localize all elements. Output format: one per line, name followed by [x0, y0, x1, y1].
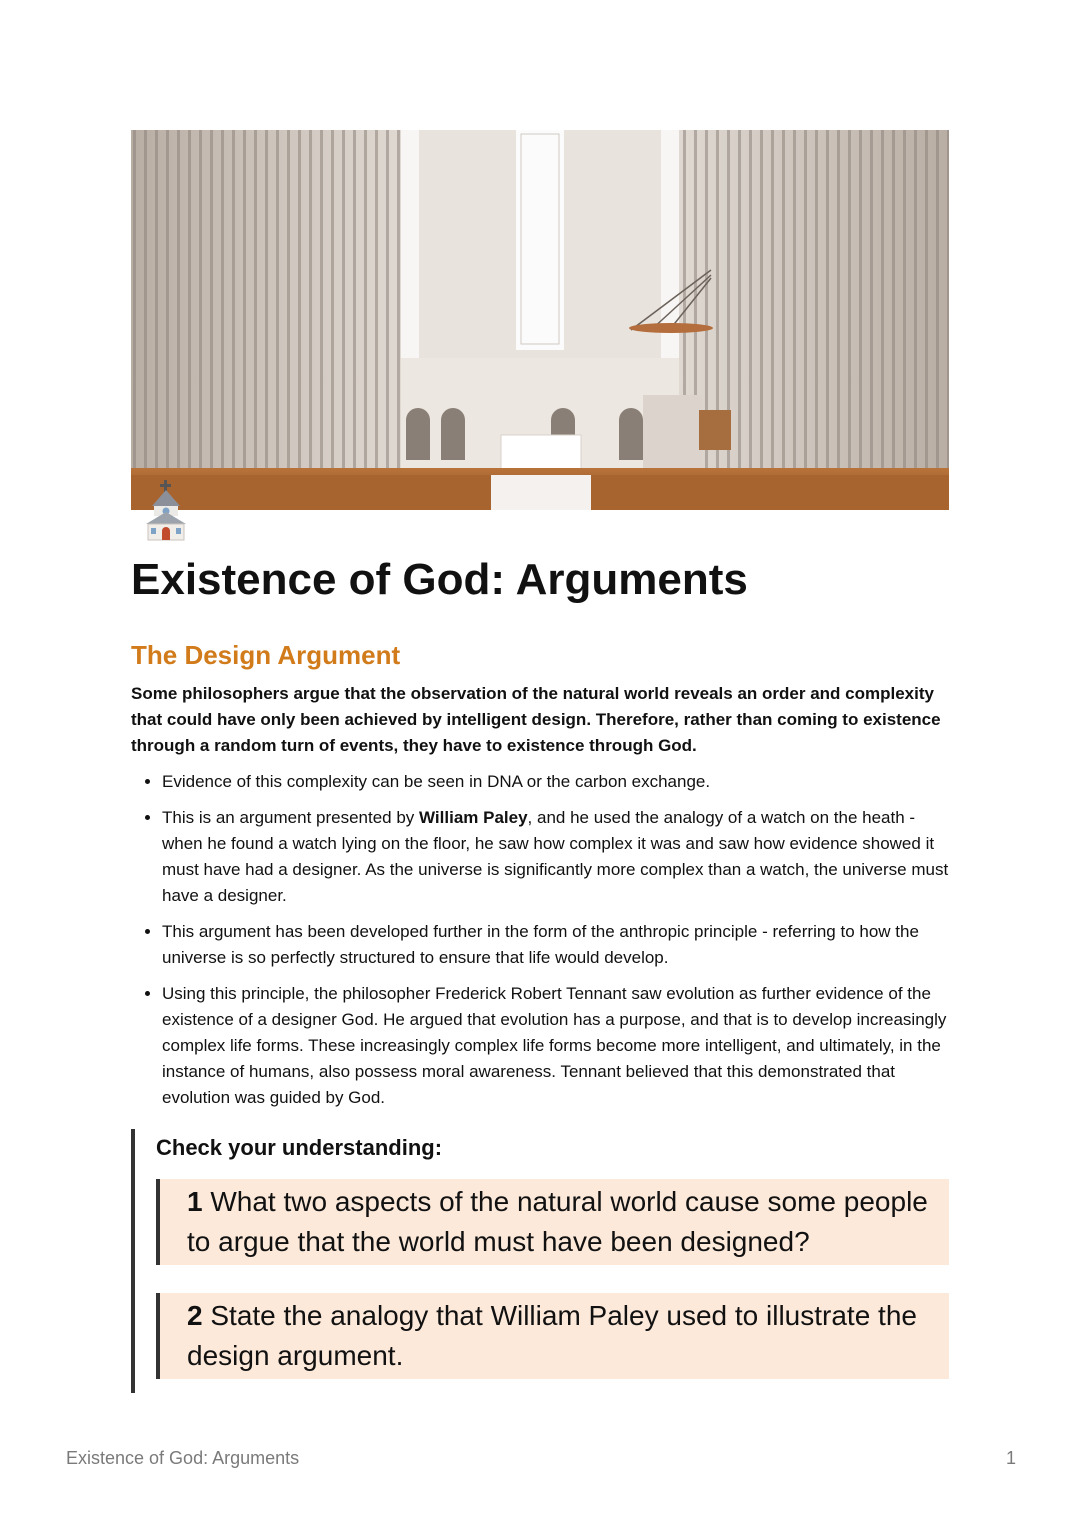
cover-image: [131, 130, 949, 510]
list-item: [162, 805, 949, 909]
list-item-text: , and he used the analogy of a watch on the heath - when he found a watch lying on the floor, he saw how complex it was and saw how evidence showed it must have had a designer. As the universe is significantly more complex than a watch, the universe must have a designer.: [162, 808, 949, 905]
check-title: Check your understanding:: [156, 1135, 443, 1160]
list-item: • Using this principle, the philosopher Frederick Robert Tennant saw evolution as further evidence of the existence of a designer God. He argued that evolution has a purpose, and that is to develop increasingly complex life forms. These increasingly complex life forms become more intelligent, and ultimately, in the instance of humans, also possess moral awareness. Tennant believed that this demonstrated that evolution was guided by God.: [162, 981, 949, 1111]
church-interior-illustration: [131, 130, 949, 510]
intro-paragraph: Some philosophers argue that the observation of the natural world reveals an order and complexity that could have only been achieved by intelligent design. Therefore, rather than coming to existence through a random turn of events, they have to existence through God.: [131, 684, 941, 755]
check-understanding-block: [131, 1129, 949, 1393]
question-text: What two aspects of the natural world cause some people to argue that the world must have been designed?: [187, 1186, 928, 1257]
section-heading: The Design Argument: [131, 640, 401, 670]
bold-name: William Paley: [419, 808, 528, 827]
question-callout: [156, 1179, 949, 1265]
footer-title: Existence of God: Arguments: [66, 1448, 300, 1468]
question-number: 2: [187, 1300, 203, 1331]
question-number: 1: [187, 1186, 203, 1217]
page-title: Existence of God: Arguments: [131, 555, 748, 604]
question-text: State the analogy that William Paley used to illustrate the design argument.: [187, 1300, 917, 1371]
page-content: [131, 555, 949, 1393]
bullet-list: [131, 769, 949, 1111]
question-callout: [156, 1293, 949, 1379]
list-item: • Evidence of this complexity can be seen in DNA or the carbon exchange.: [162, 769, 949, 795]
church-icon: [140, 480, 192, 542]
page-number: 1: [1005, 1448, 1016, 1468]
list-item-text: This is an argument presented by: [162, 808, 420, 827]
list-item: • This argument has been developed further in the form of the anthropic principle - referring to how the universe is so perfectly structured to ensure that life would develop.: [162, 919, 949, 971]
